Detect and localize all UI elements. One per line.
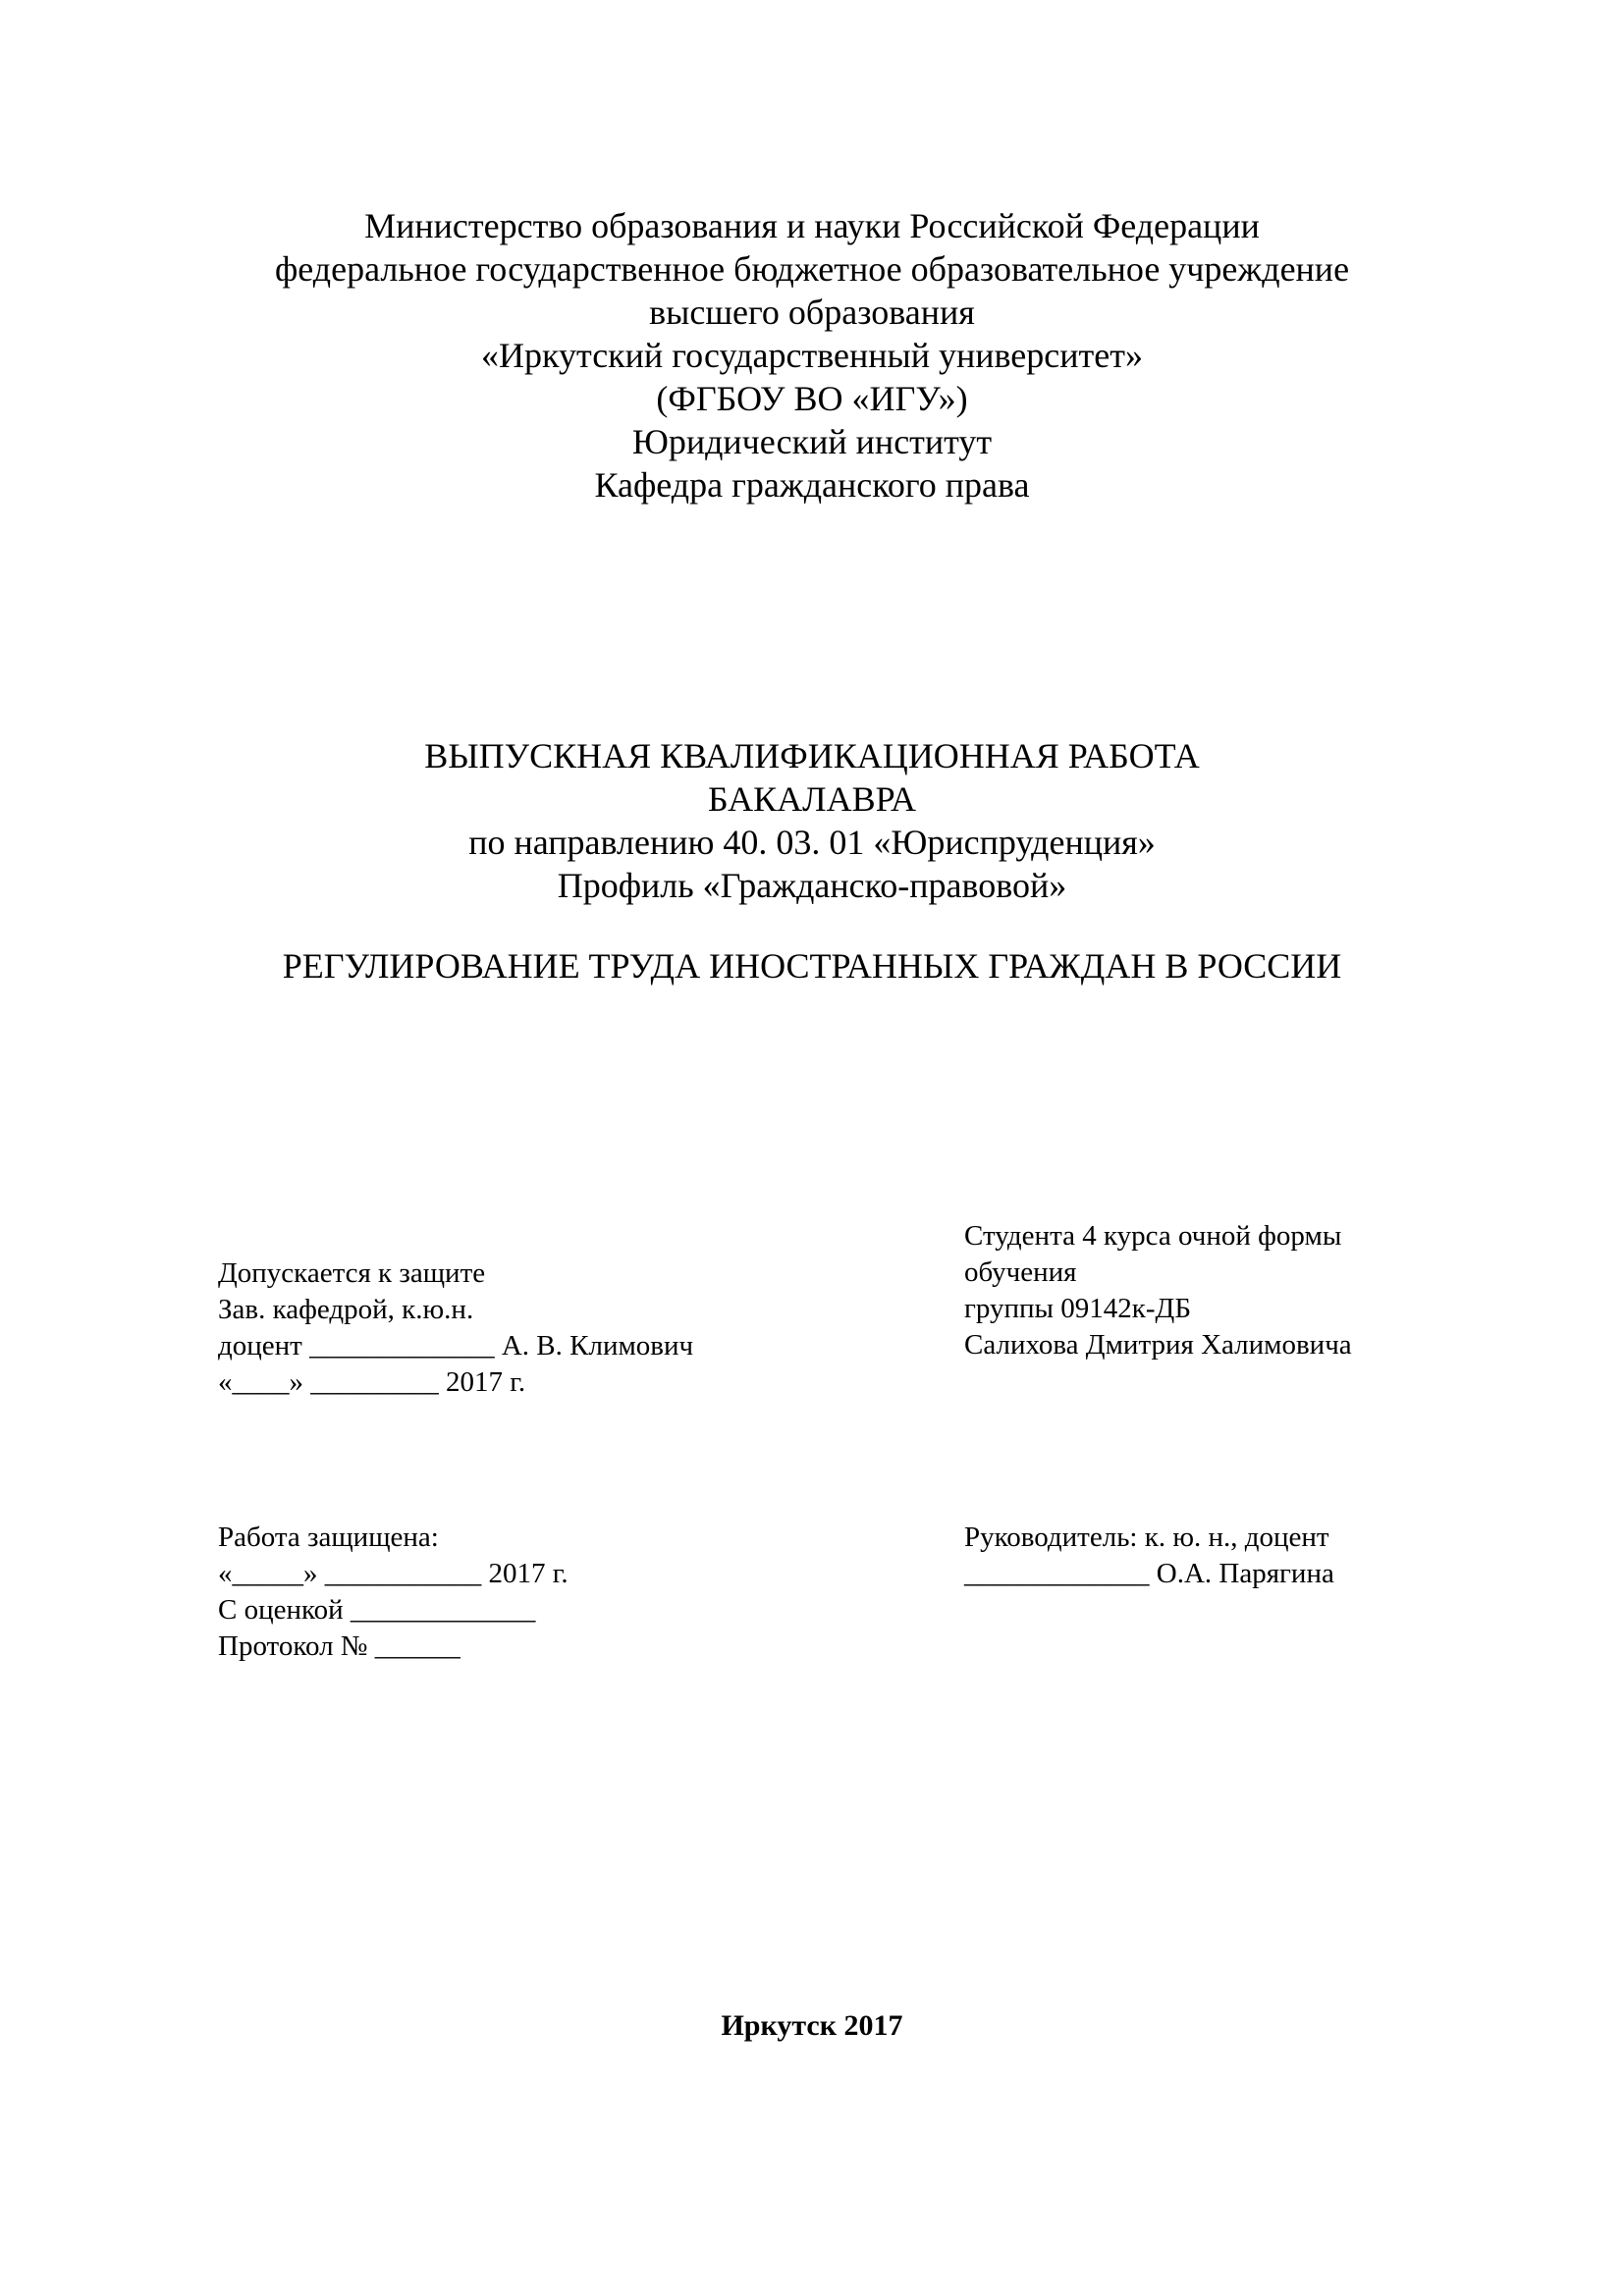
- admission-line: «____» _________ 2017 г.: [218, 1366, 526, 1398]
- supervisor-line: _____________ О.А. Парягина: [964, 1558, 1334, 1589]
- university-name-line: «Иркутский государственный университет»: [481, 336, 1143, 375]
- defense-block: [218, 1520, 568, 1665]
- institution-header: [0, 204, 1624, 507]
- defense-line: С оценкой _____________: [218, 1594, 536, 1626]
- admission-block: [218, 1255, 693, 1401]
- department-line: Кафедра гражданского права: [594, 465, 1030, 505]
- work-type-block: [0, 734, 1624, 907]
- university-abbr-line: (ФГБОУ ВО «ИГУ»): [656, 379, 968, 418]
- city-year: Иркутск 2017: [721, 2009, 903, 2042]
- work-degree: БАКАЛАВРА: [707, 779, 917, 819]
- institute-line: Юридический институт: [631, 422, 993, 461]
- thesis-topic: РЕГУЛИРОВАНИЕ ТРУДА ИНОСТРАННЫХ ГРАЖДАН В РОССИИ: [282, 946, 1342, 986]
- student-block: [964, 1218, 1352, 1363]
- institution-type-line: федеральное государственное бюджетное образовательное учреждение: [274, 249, 1350, 289]
- defense-line: Работа защищена:: [218, 1522, 439, 1553]
- education-level-line: высшего образования: [649, 293, 975, 332]
- supervisor-block: [964, 1520, 1334, 1592]
- student-line: группы 09142к-ДБ: [964, 1293, 1191, 1324]
- student-line: Салихова Дмитрия Халимовича: [964, 1329, 1352, 1361]
- supervisor-line: Руководитель: к. ю. н., доцент: [964, 1522, 1329, 1553]
- study-profile: Профиль «Гражданско-правовой»: [557, 866, 1067, 905]
- study-direction: по направлению 40. 03. 01 «Юриспруденция»: [468, 823, 1156, 862]
- student-line: обучения: [964, 1256, 1077, 1288]
- admission-line: Зав. кафедрой, к.ю.н.: [218, 1294, 474, 1325]
- student-line: Студента 4 курса очной формы: [964, 1220, 1342, 1252]
- defense-line: Протокол № ______: [218, 1630, 460, 1662]
- ministry-line: Министерство образования и науки Российской Федерации: [364, 206, 1260, 245]
- work-type-title: ВЫПУСКНАЯ КВАЛИФИКАЦИОННАЯ РАБОТА: [424, 736, 1200, 775]
- admission-line: Допускается к защите: [218, 1257, 486, 1289]
- admission-line: доцент _____________ А. В. Климович: [218, 1330, 694, 1362]
- defense-line: «_____» ___________ 2017 г.: [218, 1558, 568, 1589]
